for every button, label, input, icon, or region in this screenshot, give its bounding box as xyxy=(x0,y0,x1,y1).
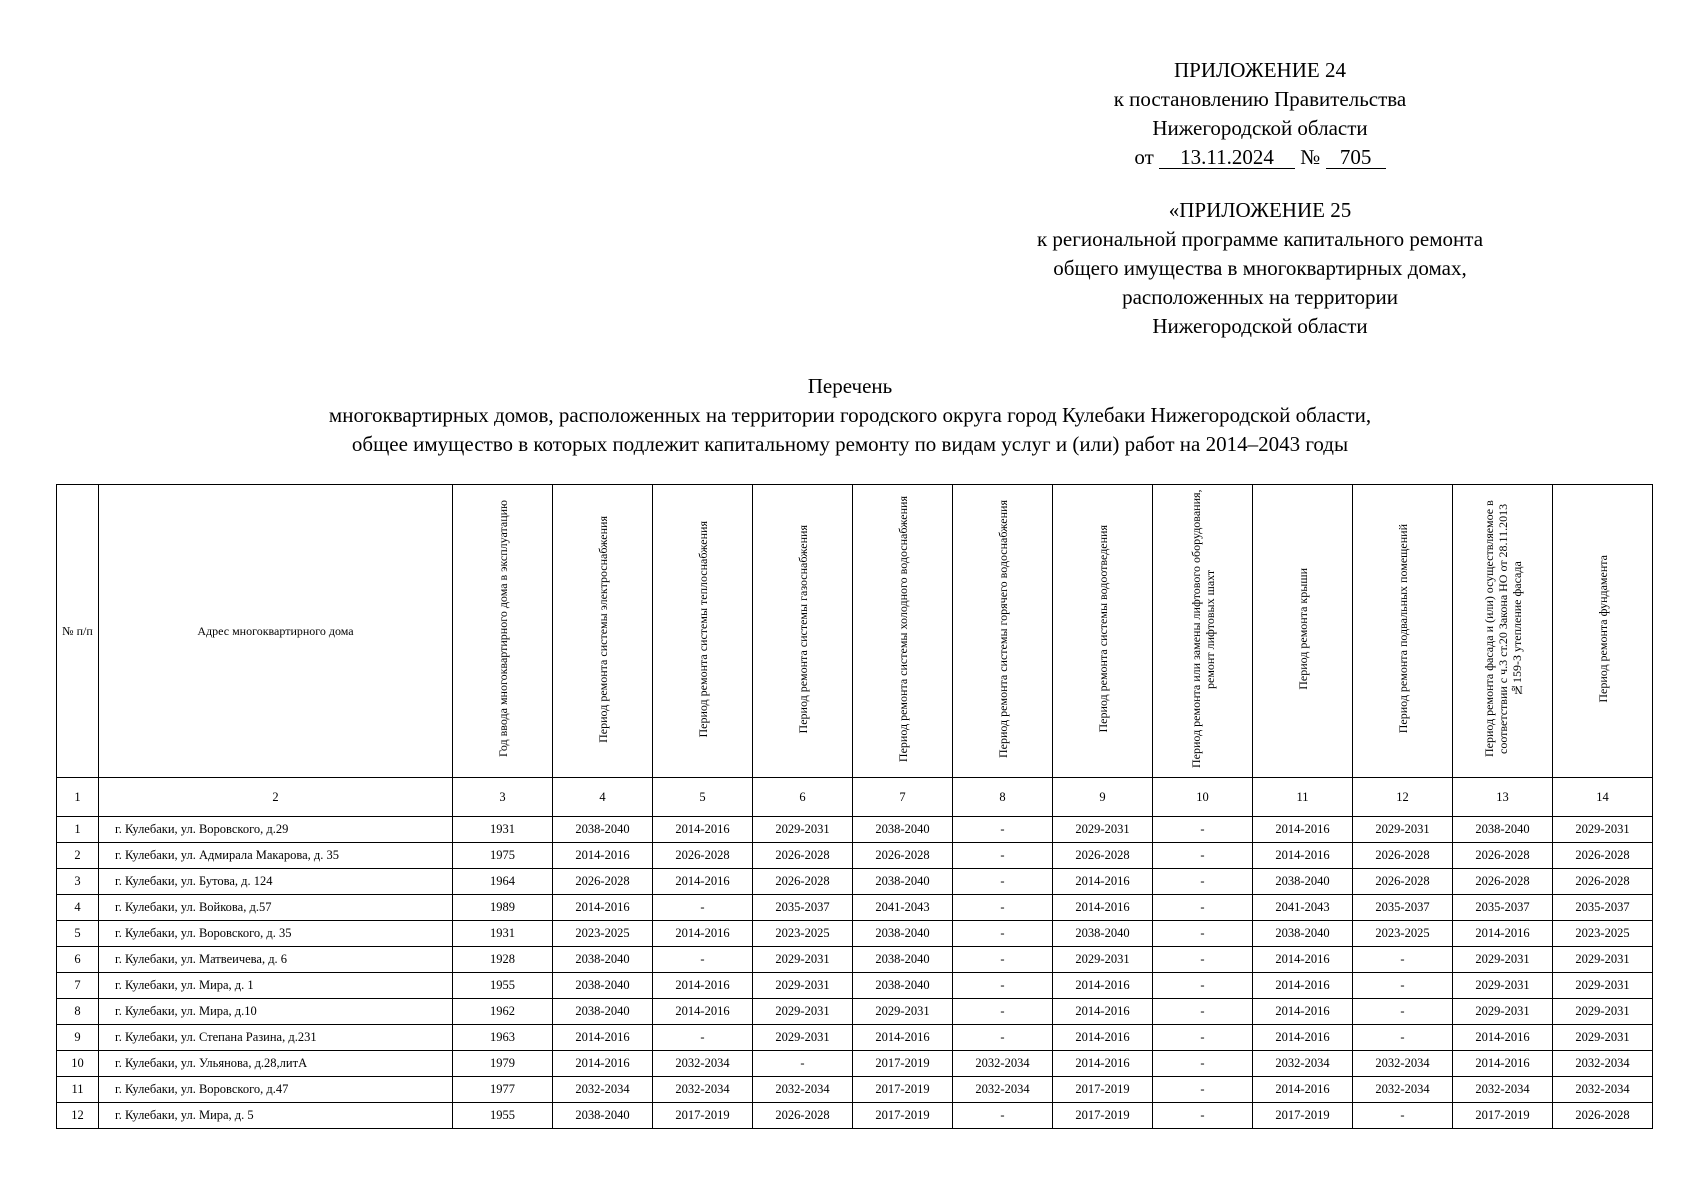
column-number-row xyxy=(57,778,1653,817)
address-cell: г. Кулебаки, ул. Воровского, д.47 xyxy=(99,1077,453,1103)
table-cell: 2014-2016 xyxy=(1253,843,1353,869)
table-cell: 2032-2034 xyxy=(953,1077,1053,1103)
table-cell: 2038-2040 xyxy=(553,1103,653,1129)
table-cell: 8 xyxy=(57,999,99,1025)
table-cell: - xyxy=(953,973,1053,999)
column-number-cell: 8 xyxy=(953,778,1053,817)
table-cell: 2014-2016 xyxy=(1253,1077,1353,1103)
table-cell: - xyxy=(1153,947,1253,973)
column-number-cell: 3 xyxy=(453,778,553,817)
table-cell: 2035-2037 xyxy=(1453,895,1553,921)
table-row xyxy=(57,1051,1653,1077)
address-cell: г. Кулебаки, ул. Мира, д.10 xyxy=(99,999,453,1025)
table-cell: 2032-2034 xyxy=(553,1077,653,1103)
decree-date: 13.11.2024 xyxy=(1159,146,1295,169)
table-cell: 2014-2016 xyxy=(1053,1051,1153,1077)
table-cell: 2014-2016 xyxy=(1253,973,1353,999)
table-body xyxy=(57,778,1653,1129)
table-cell: 2014-2016 xyxy=(553,1051,653,1077)
table-cell: 3 xyxy=(57,869,99,895)
table-cell: 9 xyxy=(57,1025,99,1051)
table-cell: 2026-2028 xyxy=(1453,869,1553,895)
table-cell: - xyxy=(953,999,1053,1025)
table-cell: 5 xyxy=(57,921,99,947)
address-cell: г. Кулебаки, ул. Ульянова, д.28,литА xyxy=(99,1051,453,1077)
table-cell: 1962 xyxy=(453,999,553,1025)
table-cell: 2014-2016 xyxy=(1453,1051,1553,1077)
table-cell: 2026-2028 xyxy=(1353,869,1453,895)
table-cell: - xyxy=(1353,947,1453,973)
column-number-cell: 10 xyxy=(1153,778,1253,817)
appendix-25-header xyxy=(940,196,1580,341)
table-cell: 2017-2019 xyxy=(853,1103,953,1129)
table-cell: - xyxy=(653,895,753,921)
region-line: Нижегородской области xyxy=(1152,116,1368,140)
column-number-cell: 9 xyxy=(1053,778,1153,817)
table-cell: - xyxy=(653,1025,753,1051)
table-cell: 2029-2031 xyxy=(753,817,853,843)
header-cell: Адрес многоквартирного дома xyxy=(99,485,453,778)
from-label: от xyxy=(1134,145,1154,169)
table-cell: 2014-2016 xyxy=(553,843,653,869)
address-cell: г. Кулебаки, ул. Бутова, д. 124 xyxy=(99,869,453,895)
table-cell: 2014-2016 xyxy=(553,895,653,921)
header-cell: № п/п xyxy=(57,485,99,778)
table-cell: 2038-2040 xyxy=(1253,921,1353,947)
buildings-table xyxy=(56,484,1653,1129)
table-cell: 2029-2031 xyxy=(1453,999,1553,1025)
table-cell: 1928 xyxy=(453,947,553,973)
table-cell: 2038-2040 xyxy=(853,973,953,999)
table-cell: 2029-2031 xyxy=(1453,947,1553,973)
table-row xyxy=(57,947,1653,973)
column-number-cell: 7 xyxy=(853,778,953,817)
table-cell: 2014-2016 xyxy=(853,1025,953,1051)
table-cell: 2014-2016 xyxy=(1453,1025,1553,1051)
table-cell: 2014-2016 xyxy=(653,999,753,1025)
table-cell: 1979 xyxy=(453,1051,553,1077)
header-cell: Период ремонта подвальных помещений xyxy=(1353,485,1453,778)
column-number-cell: 2 xyxy=(99,778,453,817)
table-cell: 2038-2040 xyxy=(553,947,653,973)
table-cell: - xyxy=(953,947,1053,973)
table-cell: 2014-2016 xyxy=(1253,1025,1353,1051)
table-cell: 6 xyxy=(57,947,99,973)
table-cell: 1 xyxy=(57,817,99,843)
decree-date-number xyxy=(1040,143,1480,172)
table-cell: 1931 xyxy=(453,817,553,843)
table-cell: - xyxy=(1353,1103,1453,1129)
table-cell: - xyxy=(953,817,1053,843)
table-row xyxy=(57,895,1653,921)
table-cell: 2026-2028 xyxy=(1053,843,1153,869)
table-cell: 1955 xyxy=(453,973,553,999)
table-cell: 2032-2034 xyxy=(653,1051,753,1077)
address-cell: г. Кулебаки, ул. Войкова, д.57 xyxy=(99,895,453,921)
table-cell: 1955 xyxy=(453,1103,553,1129)
table-cell: 2038-2040 xyxy=(553,973,653,999)
address-cell: г. Кулебаки, ул. Мира, д. 5 xyxy=(99,1103,453,1129)
document-title xyxy=(60,372,1640,459)
table-cell: - xyxy=(1153,1103,1253,1129)
table-cell: 1977 xyxy=(453,1077,553,1103)
table-cell: 2035-2037 xyxy=(1353,895,1453,921)
header-cell: Период ремонта или замены лифтового оборудования, ремонт лифтовых шахт xyxy=(1153,485,1253,778)
appendix-25-title: «ПРИЛОЖЕНИЕ 25 xyxy=(1168,198,1352,222)
table-cell: - xyxy=(1353,973,1453,999)
table-cell: 2014-2016 xyxy=(1253,817,1353,843)
table-cell: 2032-2034 xyxy=(1253,1051,1353,1077)
table-cell: 2014-2016 xyxy=(1253,947,1353,973)
table-cell: 2041-2043 xyxy=(1253,895,1353,921)
table-cell: 2038-2040 xyxy=(1253,869,1353,895)
column-number-cell: 4 xyxy=(553,778,653,817)
table-cell: 2026-2028 xyxy=(853,843,953,869)
number-label: № xyxy=(1300,145,1321,169)
table-cell: - xyxy=(1353,1025,1453,1051)
table-cell: 2014-2016 xyxy=(1253,999,1353,1025)
table-cell: 2029-2031 xyxy=(1553,817,1653,843)
header-cell: Период ремонта системы электроснабжения xyxy=(553,485,653,778)
table-cell: 12 xyxy=(57,1103,99,1129)
table-cell: 2023-2025 xyxy=(1553,921,1653,947)
table-cell: 2023-2025 xyxy=(753,921,853,947)
table-cell: - xyxy=(953,921,1053,947)
table-cell: 2029-2031 xyxy=(753,947,853,973)
table-cell: - xyxy=(1153,1051,1253,1077)
table-cell: 2026-2028 xyxy=(1553,843,1653,869)
table-cell: 2032-2034 xyxy=(1553,1051,1653,1077)
table-cell: 11 xyxy=(57,1077,99,1103)
table-cell: - xyxy=(953,843,1053,869)
table-cell: 2023-2025 xyxy=(553,921,653,947)
table-cell: 2032-2034 xyxy=(1453,1077,1553,1103)
column-number-cell: 6 xyxy=(753,778,853,817)
table-cell: 2029-2031 xyxy=(1453,973,1553,999)
address-cell: г. Кулебаки, ул. Воровского, д. 35 xyxy=(99,921,453,947)
address-cell: г. Кулебаки, ул. Степана Разина, д.231 xyxy=(99,1025,453,1051)
table-cell: 2014-2016 xyxy=(653,921,753,947)
table-cell: - xyxy=(753,1051,853,1077)
table-header-row xyxy=(57,485,1653,778)
table-cell: - xyxy=(1353,999,1453,1025)
location-line: расположенных на территории xyxy=(1122,285,1398,309)
table-cell: 2026-2028 xyxy=(753,843,853,869)
table-cell: - xyxy=(1153,973,1253,999)
table-cell: 2029-2031 xyxy=(853,999,953,1025)
region-line-2: Нижегородской области xyxy=(1152,314,1368,338)
table-row xyxy=(57,1025,1653,1051)
decree-number: 705 xyxy=(1326,146,1386,169)
table-cell: 1989 xyxy=(453,895,553,921)
table-cell: 2014-2016 xyxy=(1053,1025,1153,1051)
address-cell: г. Кулебаки, ул. Адмирала Макарова, д. 35 xyxy=(99,843,453,869)
table-cell: - xyxy=(1153,921,1253,947)
column-number-cell: 11 xyxy=(1253,778,1353,817)
table-cell: - xyxy=(1153,895,1253,921)
header-cell: Год ввода многоквартирного дома в эксплуатацию xyxy=(453,485,553,778)
appendix-24-title: ПРИЛОЖЕНИЕ 24 xyxy=(1174,58,1346,82)
table-cell: - xyxy=(953,1103,1053,1129)
table-cell: - xyxy=(1153,1025,1253,1051)
table-cell: 10 xyxy=(57,1051,99,1077)
table-cell: - xyxy=(1153,843,1253,869)
table-row xyxy=(57,973,1653,999)
column-number-cell: 13 xyxy=(1453,778,1553,817)
table-cell: 2026-2028 xyxy=(753,1103,853,1129)
table-row xyxy=(57,921,1653,947)
table-cell: 2035-2037 xyxy=(753,895,853,921)
table-cell: 2038-2040 xyxy=(853,921,953,947)
column-number-cell: 5 xyxy=(653,778,753,817)
table-cell: 2017-2019 xyxy=(1253,1103,1353,1129)
table-cell: - xyxy=(653,947,753,973)
table-cell: 2032-2034 xyxy=(653,1077,753,1103)
table-cell: 2029-2031 xyxy=(1353,817,1453,843)
table-cell: 2029-2031 xyxy=(753,999,853,1025)
table-cell: 2026-2028 xyxy=(1453,843,1553,869)
table-cell: 2014-2016 xyxy=(1053,895,1153,921)
table-cell: 2032-2034 xyxy=(1553,1077,1653,1103)
table-cell: 2014-2016 xyxy=(1053,973,1153,999)
column-number-cell: 1 xyxy=(57,778,99,817)
table-row xyxy=(57,817,1653,843)
title-line-2: многоквартирных домов, расположенных на территории городского округа город Кулебаки Нижегородской области, xyxy=(328,403,1372,427)
table-cell: 2017-2019 xyxy=(1053,1103,1153,1129)
table-cell: 2032-2034 xyxy=(753,1077,853,1103)
property-line: общего имущества в многоквартирных домах, xyxy=(1053,256,1467,280)
table-cell: 2017-2019 xyxy=(653,1103,753,1129)
table-cell: 1963 xyxy=(453,1025,553,1051)
table-cell: 1975 xyxy=(453,843,553,869)
table-cell: 2014-2016 xyxy=(553,1025,653,1051)
table-cell: 2026-2028 xyxy=(753,869,853,895)
table-cell: 2017-2019 xyxy=(853,1051,953,1077)
table-cell: - xyxy=(953,1025,1053,1051)
table-cell: 2017-2019 xyxy=(1053,1077,1153,1103)
table-cell: - xyxy=(953,895,1053,921)
header-cell: Период ремонта фундамента xyxy=(1553,485,1653,778)
header-cell: Период ремонта фасада и (или) осуществляемое в соответствии с ч.3 ст.20 Закона НО от 28.11.2013 №159-З утепление фасада xyxy=(1453,485,1553,778)
table-cell: 2041-2043 xyxy=(853,895,953,921)
table-cell: 2026-2028 xyxy=(1353,843,1453,869)
table-cell: 2014-2016 xyxy=(653,869,753,895)
table-cell: 2029-2031 xyxy=(753,973,853,999)
table-cell: 1964 xyxy=(453,869,553,895)
table-cell: 2038-2040 xyxy=(853,947,953,973)
table-cell: 2026-2028 xyxy=(553,869,653,895)
table-cell: - xyxy=(953,869,1053,895)
table-cell: 2038-2040 xyxy=(553,817,653,843)
table-cell: 2017-2019 xyxy=(1453,1103,1553,1129)
header-cell: Период ремонта системы газоснабжения xyxy=(753,485,853,778)
table-cell: - xyxy=(1153,869,1253,895)
table-cell: 2029-2031 xyxy=(1553,947,1653,973)
table-cell: 2038-2040 xyxy=(853,869,953,895)
appendix-24-header xyxy=(1040,56,1480,172)
address-cell: г. Кулебаки, ул. Воровского, д.29 xyxy=(99,817,453,843)
header-cell: Период ремонта системы холодного водоснабжения xyxy=(853,485,953,778)
header-cell: Период ремонта системы теплоснабжения xyxy=(653,485,753,778)
header-cell: Период ремонта системы горячего водоснабжения xyxy=(953,485,1053,778)
header-cell: Период ремонта системы водоотведения xyxy=(1053,485,1153,778)
program-line: к региональной программе капитального ремонта xyxy=(1036,227,1484,251)
table-cell: 2032-2034 xyxy=(1353,1077,1453,1103)
header-cell: Период ремонта крыши xyxy=(1253,485,1353,778)
table-cell: 2014-2016 xyxy=(1053,999,1153,1025)
title-line-1: Перечень xyxy=(807,374,893,398)
table-cell: 4 xyxy=(57,895,99,921)
table-cell: 2032-2034 xyxy=(953,1051,1053,1077)
decree-line: к постановлению Правительства xyxy=(1113,87,1407,111)
table-row xyxy=(57,843,1653,869)
table-row xyxy=(57,869,1653,895)
table-cell: 2029-2031 xyxy=(1053,817,1153,843)
title-line-3: общее имущество в которых подлежит капитальному ремонту по видам услуг и (или) работ на 2014–2043 годы xyxy=(351,432,1349,456)
table-cell: 2038-2040 xyxy=(1053,921,1153,947)
table-cell: 2029-2031 xyxy=(1553,973,1653,999)
table-cell: - xyxy=(1153,817,1253,843)
table-cell: 2038-2040 xyxy=(1453,817,1553,843)
table-cell: 2017-2019 xyxy=(853,1077,953,1103)
table-cell: 2014-2016 xyxy=(1453,921,1553,947)
table-cell: 2029-2031 xyxy=(1053,947,1153,973)
table-cell: - xyxy=(1153,1077,1253,1103)
table-cell: 2026-2028 xyxy=(653,843,753,869)
table-cell: 7 xyxy=(57,973,99,999)
column-number-cell: 12 xyxy=(1353,778,1453,817)
table-cell: 1931 xyxy=(453,921,553,947)
table-cell: 2029-2031 xyxy=(753,1025,853,1051)
table-cell: 2038-2040 xyxy=(853,817,953,843)
address-cell: г. Кулебаки, ул. Матвеичева, д. 6 xyxy=(99,947,453,973)
table-cell: 2026-2028 xyxy=(1553,1103,1653,1129)
table-cell: 2023-2025 xyxy=(1353,921,1453,947)
table-cell: 2014-2016 xyxy=(653,817,753,843)
table-cell: 2026-2028 xyxy=(1553,869,1653,895)
table-cell: - xyxy=(1153,999,1253,1025)
column-number-cell: 14 xyxy=(1553,778,1653,817)
table-cell: 2029-2031 xyxy=(1553,999,1653,1025)
table-row xyxy=(57,1077,1653,1103)
table-cell: 2014-2016 xyxy=(653,973,753,999)
table-cell: 2032-2034 xyxy=(1353,1051,1453,1077)
table-cell: 2038-2040 xyxy=(553,999,653,1025)
table-cell: 2 xyxy=(57,843,99,869)
table-cell: 2029-2031 xyxy=(1553,1025,1653,1051)
table-cell: 2014-2016 xyxy=(1053,869,1153,895)
table-cell: 2035-2037 xyxy=(1553,895,1653,921)
address-cell: г. Кулебаки, ул. Мира, д. 1 xyxy=(99,973,453,999)
table-row xyxy=(57,1103,1653,1129)
table-row xyxy=(57,999,1653,1025)
